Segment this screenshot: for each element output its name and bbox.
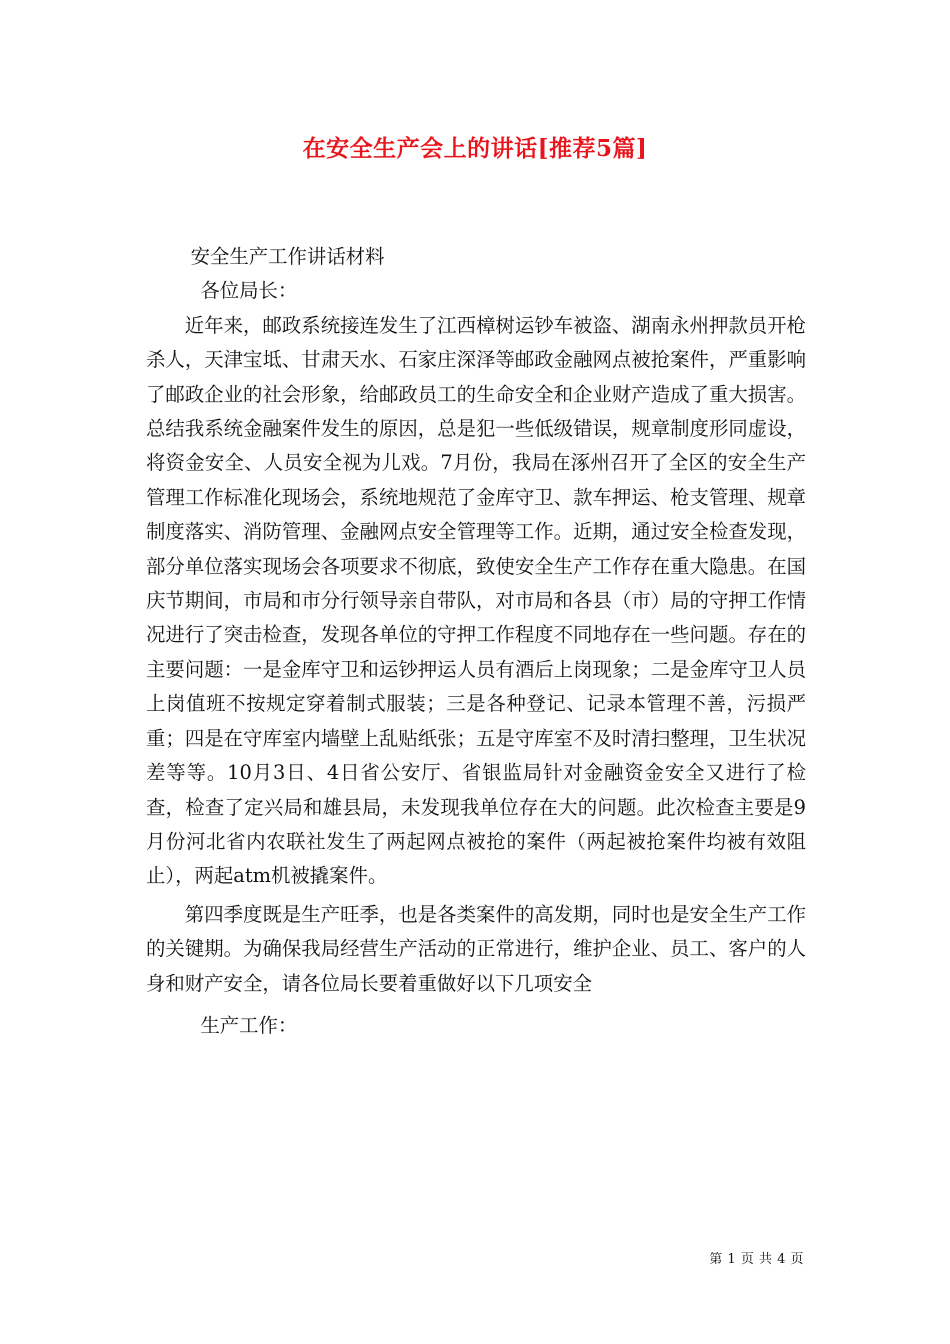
page-number: 第 1 页 共 4 页	[709, 1252, 804, 1267]
body-paragraph-1: 近年来，邮政系统接连发生了江西樟树运钞车被盗、湖南永州押款员开枪杀人，天津宝坻、甘肃天水、石家庄深泽等邮政金融网点被抢案件，严重影响了邮政企业的社会形象，给邮政员工的生命安全和企业财产造成了重大损害。总结我系统金融案件发生的原因，总是犯一些低级错误，规章制度形同虚设，将资金安全、人员安全视为儿戏。7月份，我局在涿州召开了全区的安全生产管理工作标准化现场会，系统地规范了金库守卫、款车押运、枪支管理、规章制度落实、消防管理、金融网点安全管理等工作。近期，通过安全检查发现，部分单位落实现场会各项要求不彻底，致使安全生产工作存在重大隐患。在国庆节期间，市局和市分行领导亲自带队，对市局和各县（市）局的守押工作情况进行了突击检查，发现各单位的守押工作程度不同地存在一些问题。存在的主要问题：一是金库守卫和运钞押运人员有酒后上岗现象；二是金库守卫人员上岗值班不按规定穿着制式服装；三是各种登记、记录本管理不善，污损严重；四是在守库室内墙壁上乱贴纸张；五是守库室不及时清扫整理，卫生状况差等等。10月3日、4日省公安厅、省银监局针对金融资金安全又进行了检查，检查了定兴局和雄县局，未发现我单位存在大的问题。此次检查主要是9月份河北省内农联社发生了两起网点被抢的案件（两起被抢案件均被有效阻止），两起atm机被撬案件。	[146, 313, 806, 888]
section-label: 生产工作：	[200, 1013, 298, 1037]
body-paragraph-2: 第四季度既是生产旺季，也是各类案件的高发期，同时也是安全生产工作的关键期。为确保我局经营生产活动的正常进行，维护企业、员工、客户的人身和财产安全，请各位局长要着重做好以下几项安全	[146, 902, 806, 995]
document-body	[146, 240, 806, 1043]
section-heading: 安全生产工作讲话材料	[190, 245, 385, 268]
document-title: 在安全生产会上的讲话[推荐5篇]	[302, 135, 648, 162]
salutation: 各位局长：	[200, 279, 298, 303]
